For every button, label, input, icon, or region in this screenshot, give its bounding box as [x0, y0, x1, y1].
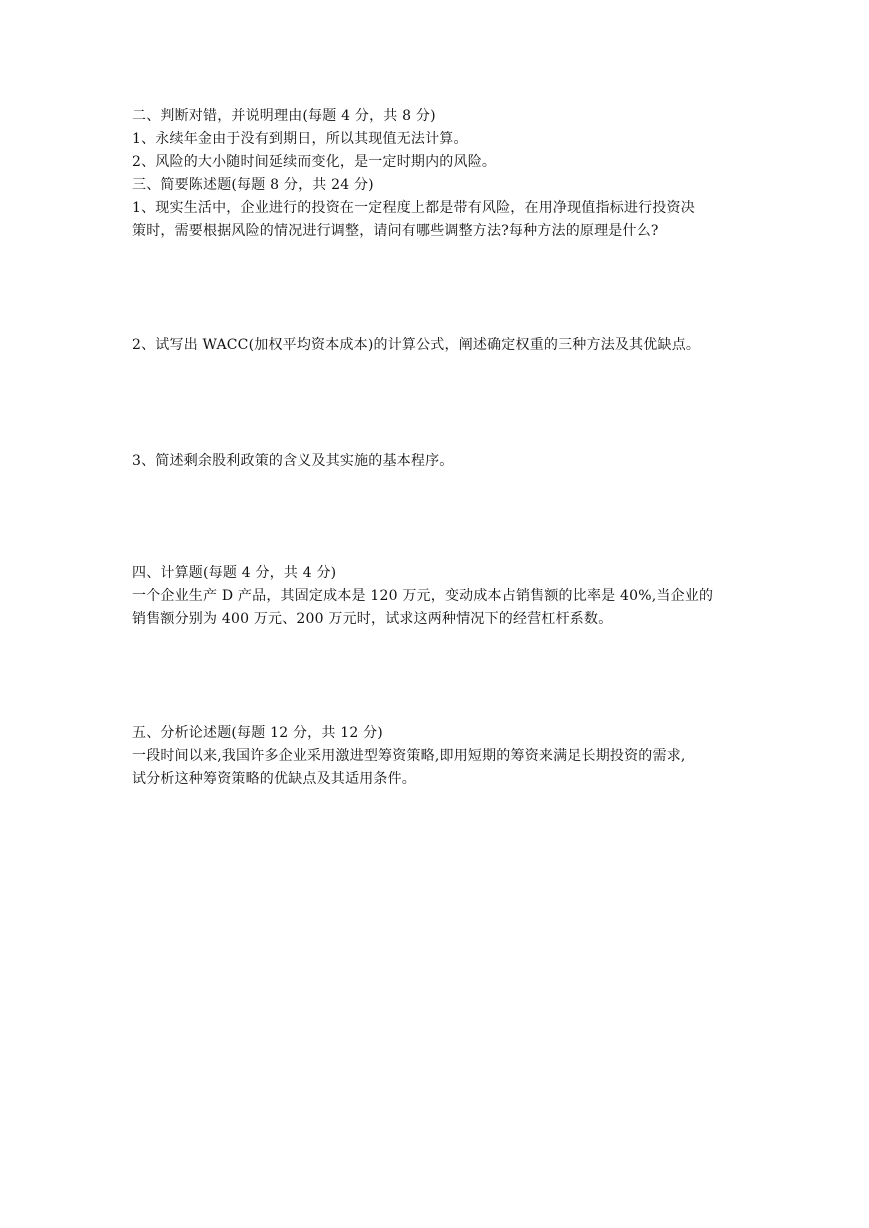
short-answer-question-3: 3、简述剩余股利政策的含义及其实施的基本程序。: [132, 453, 454, 469]
section-calculation-heading: 四、计算题(每题 4 分，共 4 分): [132, 565, 337, 581]
short-answer-question-2: 2、试写出 WACC(加权平均资本成本)的计算公式，阐述确定权重的三种方法及其优缺点。: [132, 337, 701, 353]
section-judge-heading: 二、判断对错，并说明理由(每题 4 分，共 8 分): [132, 108, 436, 124]
short-answer-question-1-line-2: 策时，需要根据风险的情况进行调整，请问有哪些调整方法?每种方法的原理是什么?: [132, 223, 659, 239]
section-analysis-heading: 五、分析论述题(每题 12 分，共 12 分): [132, 725, 383, 741]
analysis-question-1-line-1: 一段时间以来,我国许多企业采用激进型筹资策略,即用短期的筹资来满足长期投资的需求,: [132, 748, 686, 764]
judge-question-1: 1、永续年金由于没有到期日，所以其现值无法计算。: [132, 131, 468, 147]
calculation-question-1-line-1: 一个企业生产 D 产品，其固定成本是 120 万元，变动成本占销售额的比率是 40%,当企业的: [132, 588, 714, 604]
analysis-question-1-line-2: 试分析这种筹资策略的优缺点及其适用条件。: [132, 771, 416, 787]
calculation-question-1-line-2: 销售额分别为 400 万元、200 万元时，试求这两种情况下的经营杠杆系数。: [132, 611, 613, 627]
judge-question-2: 2、风险的大小随时间延续而变化，是一定时期内的风险。: [132, 154, 497, 170]
short-answer-question-1-line-1: 1、现实生活中，企业进行的投资在一定程度上都是带有风险，在用净现值指标进行投资决: [132, 200, 695, 216]
section-short-answer-heading: 三、简要陈述题(每题 8 分，共 24 分): [132, 177, 374, 193]
